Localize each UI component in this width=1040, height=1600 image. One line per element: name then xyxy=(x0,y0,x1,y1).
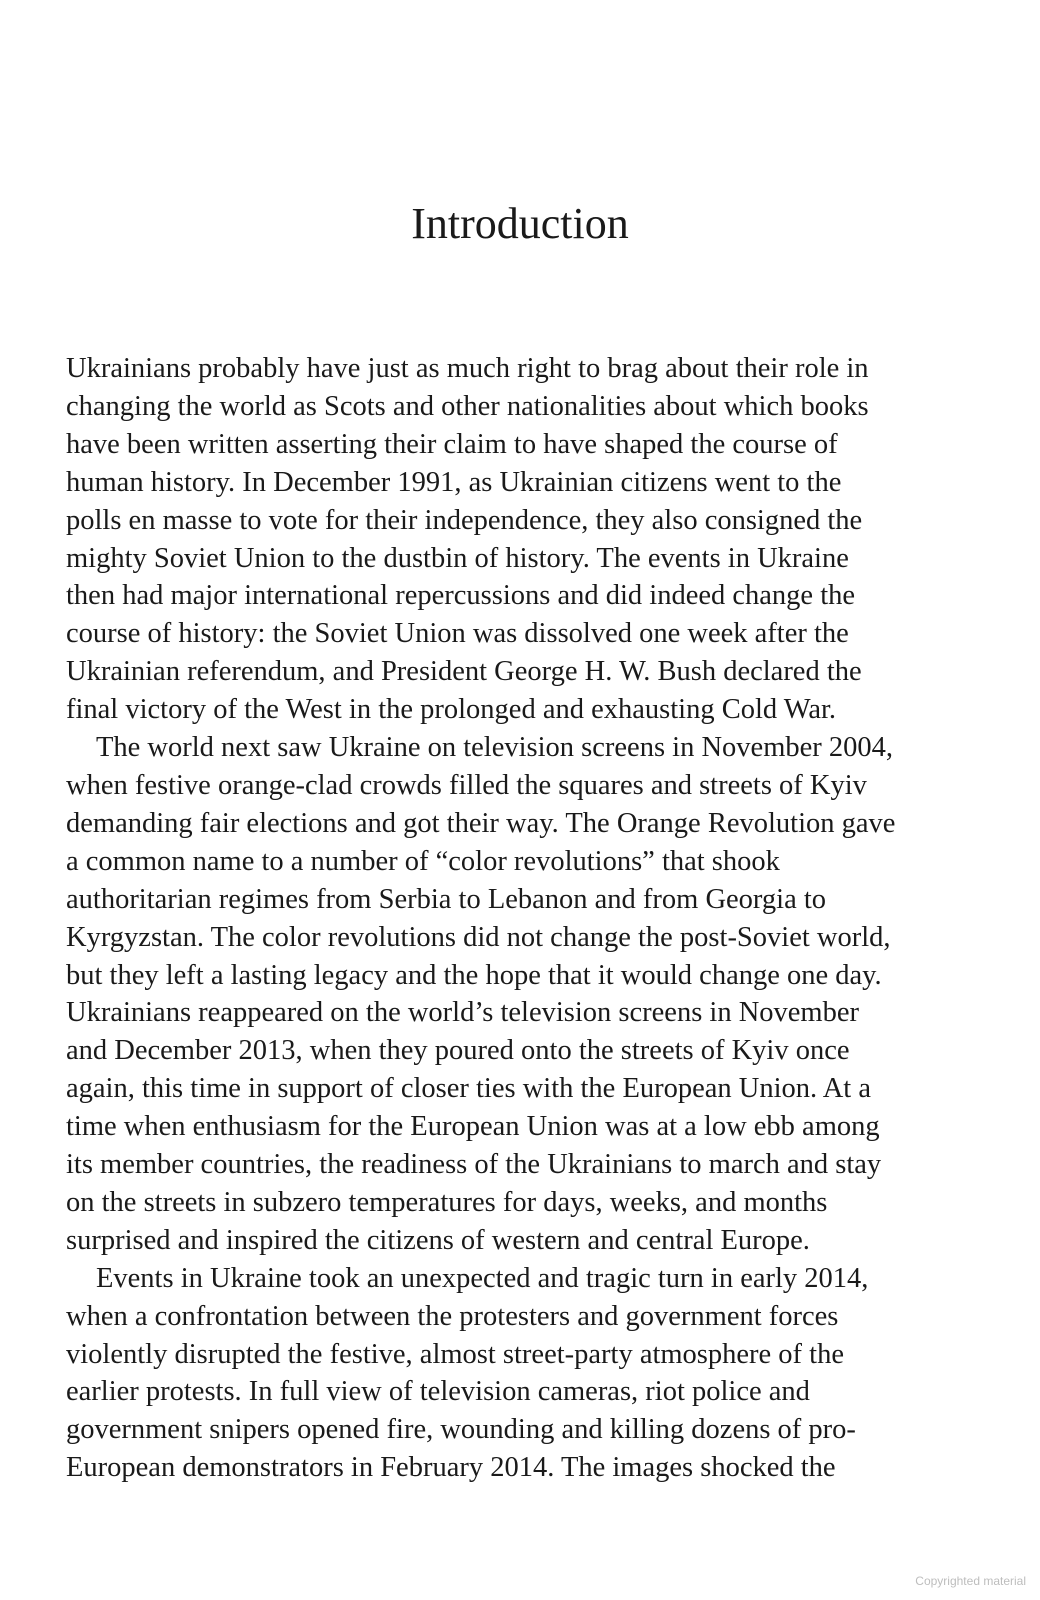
text-line: a common name to a number of “color revolutions” that shook xyxy=(66,845,780,877)
text-line: violently disrupted the festive, almost street-party atmosphere of the xyxy=(66,1338,844,1370)
text-line: Events in Ukraine took an unexpected and tragic turn in early 2014, xyxy=(96,1262,869,1294)
text-line: European demonstrators in February 2014. The images shocked the xyxy=(66,1452,836,1484)
text-line: but they left a lasting legacy and the hope that it would change one day. xyxy=(66,959,882,991)
text-line: The world next saw Ukraine on television screens in November 2004, xyxy=(96,732,893,764)
text-line: polls en masse to vote for their independence, they also consigned the xyxy=(66,504,863,536)
text-line: Kyrgyzstan. The color revolutions did not change the post-Soviet world, xyxy=(66,921,891,953)
text-line: earlier protests. In full view of television cameras, riot police and xyxy=(66,1376,810,1408)
text-line: have been written asserting their claim to have shaped the course of xyxy=(66,428,838,460)
text-line: when festive orange-clad crowds filled the squares and streets of Kyiv xyxy=(66,769,867,801)
text-line: human history. In December 1991, as Ukrainian citizens went to the xyxy=(66,466,842,498)
paragraph-1 xyxy=(66,350,966,729)
paragraph-3 xyxy=(66,1260,966,1487)
text-line: its member countries, the readiness of the Ukrainians to march and stay xyxy=(66,1149,882,1181)
text-line: authoritarian regimes from Serbia to Lebanon and from Georgia to xyxy=(66,883,827,915)
chapter-title: Introduction xyxy=(411,199,629,248)
text-line: final victory of the West in the prolonged and exhausting Cold War. xyxy=(66,694,837,726)
text-line: demanding fair elections and got their way. The Orange Revolution gave xyxy=(66,807,896,839)
text-line: and December 2013, when they poured onto the streets of Kyiv once xyxy=(66,1035,850,1067)
text-line: surprised and inspired the citizens of western and central Europe. xyxy=(66,1224,810,1256)
paragraph-2 xyxy=(66,729,966,1260)
text-line: again, this time in support of closer ties with the European Union. At a xyxy=(66,1073,871,1105)
text-line: Ukrainian referendum, and President George H. W. Bush declared the xyxy=(66,656,862,688)
text-line: Ukrainians reappeared on the world’s television screens in November xyxy=(66,997,859,1029)
text-line: time when enthusiasm for the European Union was at a low ebb among xyxy=(66,1111,880,1143)
text-line: changing the world as Scots and other nationalities about which books xyxy=(66,390,869,422)
text-line: when a confrontation between the protesters and government forces xyxy=(66,1300,839,1332)
body-text xyxy=(66,350,966,1487)
text-line: then had major international repercussions and did indeed change the xyxy=(66,580,856,612)
text-line: course of history: the Soviet Union was dissolved one week after the xyxy=(66,618,849,650)
text-line: government snipers opened fire, wounding and killing dozens of pro- xyxy=(66,1414,856,1446)
text-line: mighty Soviet Union to the dustbin of history. The events in Ukraine xyxy=(66,542,849,574)
text-line: Ukrainians probably have just as much right to brag about their role in xyxy=(66,353,869,384)
copyright-watermark: Copyrighted material xyxy=(915,1574,1026,1588)
text-line: on the streets in subzero temperatures for days, weeks, and months xyxy=(66,1186,828,1218)
